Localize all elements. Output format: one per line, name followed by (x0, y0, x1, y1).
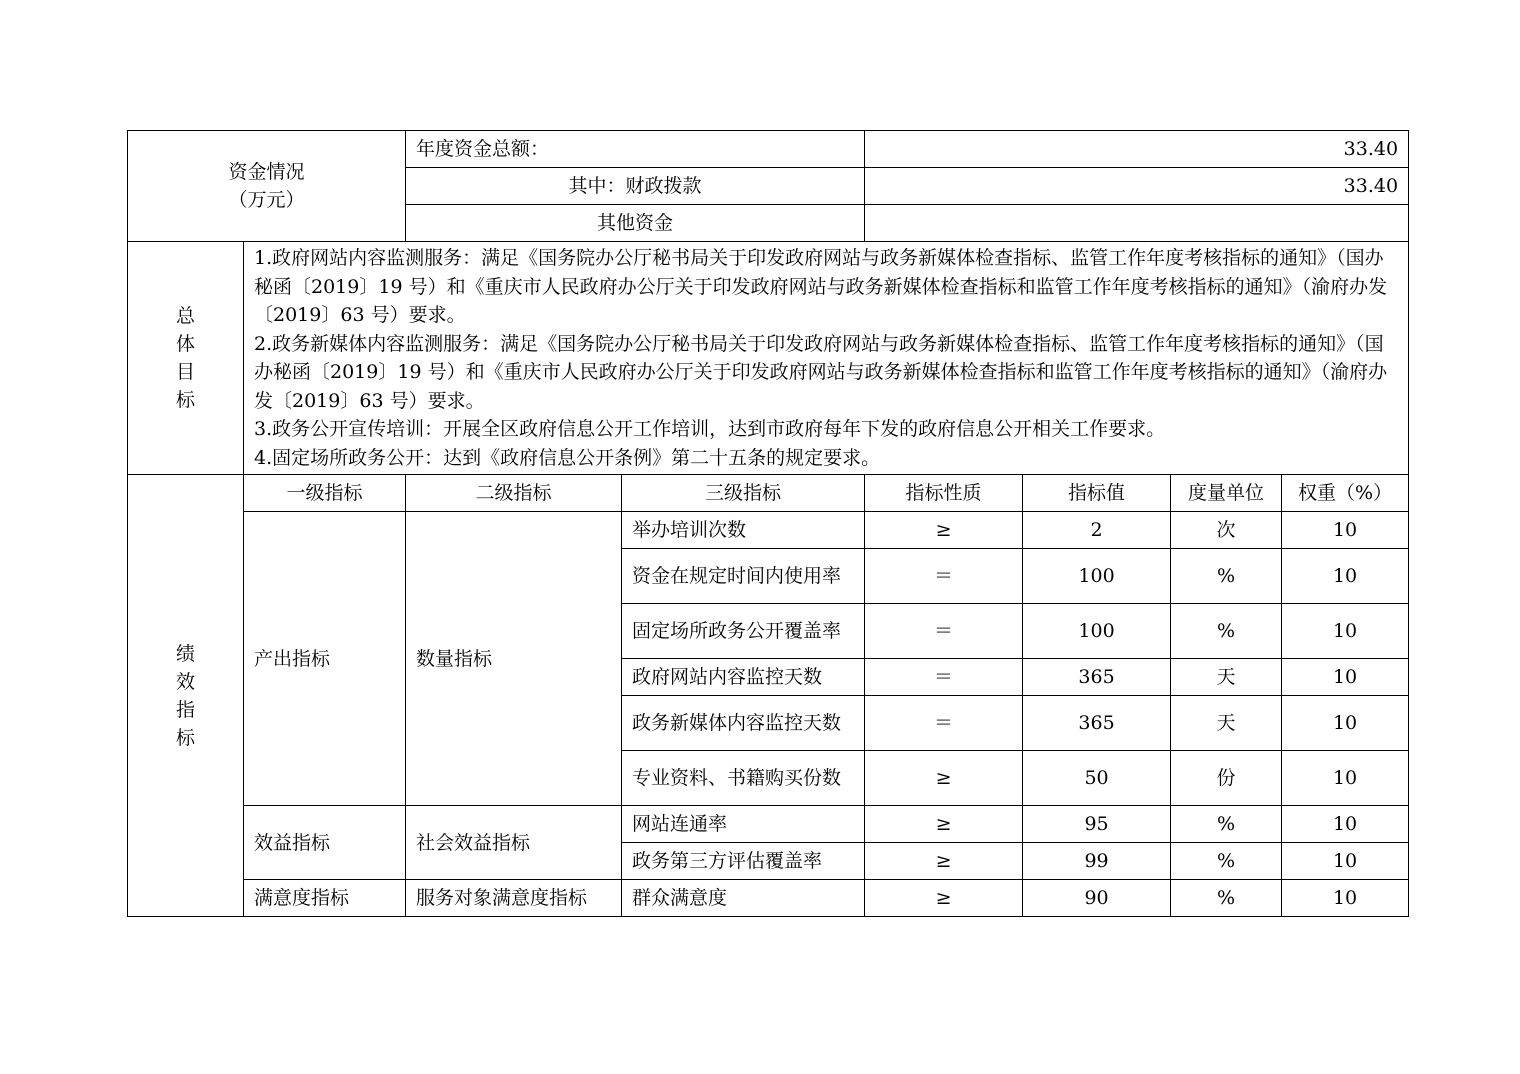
indicator-unit: % (1171, 806, 1282, 843)
indicator-name: 政府网站内容监控天数 (622, 659, 865, 696)
level1-benefit: 效益指标 (244, 806, 406, 880)
performance-label-char: 绩 (175, 642, 195, 665)
table-row (128, 512, 1409, 549)
goals-label-char: 目 (175, 361, 195, 383)
goal-item: 3.政务公开宣传培训：开展全区政府信息公开工作培训，达到市政府每年下发的政府信息公开相关工作要求。 (254, 418, 1166, 440)
indicator-name: 网站连通率 (622, 806, 865, 843)
goals-label-cell (128, 242, 244, 475)
indicator-weight: 10 (1282, 659, 1409, 696)
goals-content (244, 242, 1409, 475)
indicator-unit: 次 (1171, 512, 1282, 549)
other-funding-value (865, 205, 1409, 242)
level1-satisfaction: 满意度指标 (244, 880, 406, 917)
performance-label-char: 效 (175, 670, 195, 693)
indicator-nature: ≥ (865, 512, 1023, 549)
indicator-name: 政务新媒体内容监控天数 (622, 696, 865, 751)
header-value: 指标值 (1023, 475, 1171, 512)
indicator-name: 专业资料、书籍购买份数 (622, 751, 865, 806)
indicator-name: 资金在规定时间内使用率 (622, 549, 865, 604)
level1-output: 产出指标 (244, 512, 406, 806)
funding-label-cell (128, 131, 406, 242)
indicator-weight: 10 (1282, 751, 1409, 806)
other-funding-label: 其他资金 (406, 205, 865, 242)
fiscal-funding-label: 其中：财政拨款 (406, 168, 865, 205)
performance-label-char: 标 (175, 726, 195, 749)
indicator-weight: 10 (1282, 549, 1409, 604)
level2-service-satisfaction: 服务对象满意度指标 (406, 880, 622, 917)
indicator-nature: ≥ (865, 751, 1023, 806)
header-weight: 权重（%） (1282, 475, 1409, 512)
indicator-header-row (128, 475, 1409, 512)
indicator-value: 100 (1023, 549, 1171, 604)
indicator-weight: 10 (1282, 806, 1409, 843)
indicator-name: 固定场所政务公开覆盖率 (622, 604, 865, 659)
funding-unit: （万元） (228, 189, 305, 211)
level2-quantity: 数量指标 (406, 512, 622, 806)
funding-row-total (128, 131, 1409, 168)
header-unit: 度量单位 (1171, 475, 1282, 512)
goal-item: 1.政府网站内容监测服务：满足《国务院办公厅秘书局关于印发政府网站与政务新媒体检查指标、监管工作年度考核指标的通知》（国办秘函〔2019〕19 号）和《重庆市人民政府办公厅关于印发政府网站与政务新媒体检查指标和监管工作年度考核指标的通知》（渝府办发〔2019〕63 号）要求。 (254, 247, 1388, 326)
indicator-weight: 10 (1282, 512, 1409, 549)
goals-label-char: 标 (175, 389, 195, 411)
indicator-weight: 10 (1282, 696, 1409, 751)
indicator-unit: % (1171, 843, 1282, 880)
indicator-value: 100 (1023, 604, 1171, 659)
total-funding-label: 年度资金总额： (406, 131, 865, 168)
goal-item: 4.固定场所政务公开：达到《政府信息公开条例》第二十五条的规定要求。 (254, 446, 881, 469)
indicator-nature: ＝ (865, 604, 1023, 659)
indicator-unit: % (1171, 549, 1282, 604)
indicator-nature: ＝ (865, 659, 1023, 696)
performance-label-char: 指 (175, 698, 195, 721)
indicator-name: 政务第三方评估覆盖率 (622, 843, 865, 880)
funding-label: 资金情况 (228, 161, 305, 183)
indicator-value: 90 (1023, 880, 1171, 917)
indicator-value: 365 (1023, 659, 1171, 696)
header-level2: 二级指标 (406, 475, 622, 512)
goal-item: 2.政务新媒体内容监测服务：满足《国务院办公厅秘书局关于印发政府网站与政务新媒体检查指标、监管工作年度考核指标的通知》（国办秘函〔2019〕19 号）和《重庆市人民政府办公厅关于印发政府网站与政务新媒体检查指标和监管工作年度考核指标的通知》（渝府办发〔2019〕63 号）要求。 (254, 332, 1388, 412)
indicator-weight: 10 (1282, 843, 1409, 880)
table-row (128, 806, 1409, 843)
level2-social-benefit: 社会效益指标 (406, 806, 622, 880)
goals-label-char: 总 (175, 305, 195, 327)
goals-row (128, 242, 1409, 475)
indicator-nature: ≥ (865, 843, 1023, 880)
header-level3: 三级指标 (622, 475, 865, 512)
indicator-nature: ＝ (865, 549, 1023, 604)
performance-goal-table (127, 130, 1409, 917)
table-row (128, 880, 1409, 917)
indicator-weight: 10 (1282, 880, 1409, 917)
indicator-value: 50 (1023, 751, 1171, 806)
indicator-unit: % (1171, 604, 1282, 659)
indicator-name: 举办培训次数 (622, 512, 865, 549)
indicator-unit: 天 (1171, 659, 1282, 696)
indicator-unit: 天 (1171, 696, 1282, 751)
indicator-nature: ≥ (865, 880, 1023, 917)
total-funding-value: 33.40 (865, 131, 1409, 168)
performance-label-cell (128, 475, 244, 917)
indicator-name: 群众满意度 (622, 880, 865, 917)
indicator-nature: ≥ (865, 806, 1023, 843)
header-nature: 指标性质 (865, 475, 1023, 512)
indicator-value: 95 (1023, 806, 1171, 843)
indicator-value: 365 (1023, 696, 1171, 751)
indicator-unit: % (1171, 880, 1282, 917)
header-level1: 一级指标 (244, 475, 406, 512)
indicator-unit: 份 (1171, 751, 1282, 806)
indicator-value: 99 (1023, 843, 1171, 880)
goals-label-char: 体 (175, 333, 195, 355)
indicator-weight: 10 (1282, 604, 1409, 659)
fiscal-funding-value: 33.40 (865, 168, 1409, 205)
indicator-value: 2 (1023, 512, 1171, 549)
indicator-nature: ＝ (865, 696, 1023, 751)
